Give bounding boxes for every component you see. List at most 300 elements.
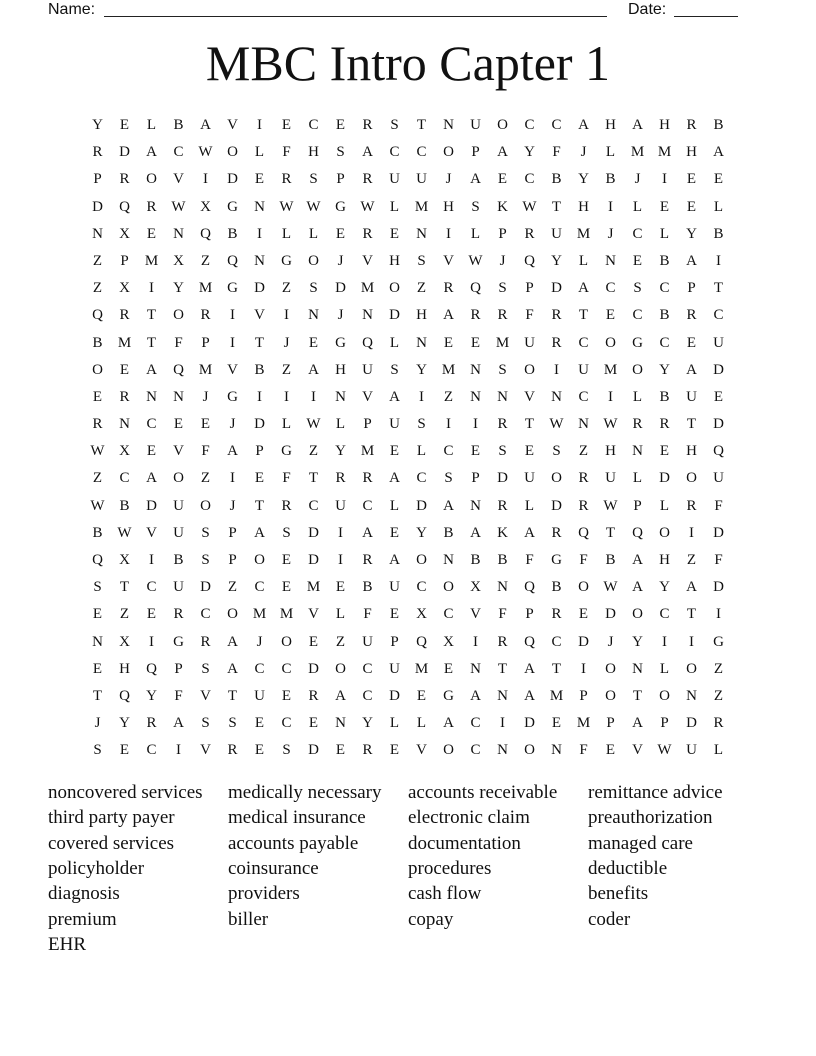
grid-letter: H [578, 198, 589, 215]
grid-letter: I [230, 334, 235, 351]
grid-letter: Z [713, 660, 724, 677]
grid-letter: Z [281, 361, 292, 378]
word-list-item: coinsurance [228, 857, 319, 879]
grid-letter: L [281, 225, 292, 242]
grid-letter: Q [92, 307, 103, 324]
word-list-item: coder [588, 908, 631, 930]
grid-letter: L [308, 225, 319, 242]
grid-letter: U [173, 524, 184, 541]
grid-letter: F [714, 497, 723, 514]
grid-letter: A [146, 470, 157, 487]
grid-letter: E [686, 198, 697, 215]
grid-row [84, 465, 732, 492]
grid-letter: Z [281, 280, 292, 297]
grid-letter: R [335, 470, 346, 487]
grid-letter: L [659, 660, 670, 677]
grid-letter: J [229, 497, 236, 514]
grid-letter: O [632, 361, 643, 378]
grid-letter: I [716, 252, 721, 269]
word-list-item: EHR [48, 933, 86, 955]
grid-letter: E [335, 579, 346, 596]
grid-row [84, 357, 732, 384]
grid-letter: B [254, 361, 265, 378]
grid-letter: I [500, 715, 505, 732]
grid-letter: E [92, 606, 103, 623]
grid-letter: W [603, 579, 618, 596]
grid-letter: F [552, 144, 561, 161]
grid-row [84, 683, 732, 710]
grid-letter: Q [632, 524, 643, 541]
grid-letter: M [198, 280, 213, 297]
grid-letter: U [578, 361, 589, 378]
grid-letter: S [633, 280, 642, 297]
grid-letter: F [282, 144, 291, 161]
grid-letter: N [254, 198, 265, 215]
grid-letter: N [470, 497, 481, 514]
grid-letter: N [578, 416, 589, 433]
grid-letter: F [579, 552, 588, 568]
grid-letter: Y [524, 144, 535, 161]
grid-letter: I [662, 171, 667, 188]
grid-letter: R [524, 225, 535, 242]
grid-letter: Q [119, 687, 130, 704]
grid-letter: E [173, 416, 184, 433]
word-list-item: accounts receivable [408, 782, 558, 803]
grid-row [84, 112, 732, 139]
grid-letter: I [149, 633, 154, 650]
grid-row [84, 656, 732, 683]
grid-letter: R [551, 307, 562, 324]
grid-letter: E [335, 117, 346, 133]
grid-letter: O [605, 334, 616, 351]
grid-row [84, 438, 732, 465]
grid-letter: I [608, 198, 613, 215]
grid-letter: Q [524, 252, 535, 269]
grid-letter: R [146, 715, 157, 732]
grid-letter: S [309, 280, 318, 297]
grid-letter: A [308, 361, 319, 378]
grid-letter: C [524, 171, 535, 188]
grid-letter: A [686, 252, 697, 269]
grid-letter: E [659, 443, 670, 460]
grid-letter: B [362, 579, 373, 596]
grid-letter: T [524, 416, 535, 433]
grid-letter: L [335, 416, 346, 433]
grid-letter: G [227, 388, 238, 405]
grid-letter: N [416, 225, 427, 242]
grid-letter: M [603, 361, 618, 378]
grid-letter: U [524, 470, 535, 487]
grid-letter: N [632, 660, 643, 677]
grid-letter: I [338, 552, 343, 568]
grid-letter: V [362, 252, 373, 269]
grid-letter: D [227, 171, 238, 188]
grid-letter: A [524, 687, 535, 704]
grid-letter: R [92, 144, 103, 161]
grid-letter: C [308, 497, 319, 514]
grid-letter: A [470, 524, 481, 541]
grid-letter: R [470, 307, 481, 324]
grid-letter: X [443, 633, 454, 650]
word-list-item: documentation [408, 832, 521, 854]
grid-letter: X [119, 225, 130, 242]
grid-letter: E [389, 606, 400, 623]
grid-letter: T [308, 470, 319, 487]
grid-letter: T [92, 687, 103, 704]
grid-letter: A [254, 524, 265, 541]
grid-letter: D [524, 715, 535, 732]
grid-letter: R [362, 552, 373, 568]
grid-letter: R [713, 715, 724, 732]
grid-letter: V [254, 307, 265, 324]
grid-letter: L [659, 225, 670, 242]
grid-letter: S [201, 552, 210, 568]
grid-letter: P [228, 552, 237, 568]
grid-letter: U [713, 334, 724, 351]
grid-letter: C [389, 144, 400, 161]
grid-letter: H [416, 307, 427, 324]
grid-letter: A [227, 660, 238, 677]
grid-letter: M [495, 334, 510, 351]
grid-letter: T [686, 606, 697, 623]
grid-letter: U [389, 171, 400, 188]
word-list-item: electronic claim [408, 807, 530, 829]
grid-letter: Q [200, 225, 211, 242]
grid-letter: F [174, 687, 183, 704]
grid-letter: W [306, 416, 321, 433]
grid-letter: A [443, 307, 454, 324]
grid-letter: L [389, 198, 400, 215]
grid-letter: Y [173, 280, 184, 297]
grid-letter: P [201, 334, 210, 351]
grid-letter: Z [335, 633, 346, 650]
grid-letter: G [335, 334, 346, 351]
grid-letter: Y [146, 687, 157, 704]
grid-letter: R [119, 307, 130, 324]
grid-letter: Z [578, 443, 589, 460]
grid-letter: S [417, 416, 426, 433]
grid-letter: A [443, 715, 454, 732]
grid-letter: S [471, 198, 480, 215]
grid-letter: J [634, 171, 641, 188]
grid-letter: I [716, 606, 721, 623]
grid-letter: E [281, 579, 292, 596]
grid-letter: S [93, 742, 102, 759]
grid-letter: P [363, 416, 372, 433]
grid-letter: M [306, 579, 321, 596]
grid-letter: U [470, 117, 481, 133]
grid-letter: P [579, 687, 588, 704]
grid-letter: P [255, 443, 264, 460]
grid-letter: E [119, 742, 130, 759]
grid-letter: I [662, 633, 667, 650]
grid-letter: D [335, 280, 346, 297]
word-list-item: noncovered services [48, 782, 203, 803]
grid-letter: N [497, 742, 508, 759]
grid-letter: Z [92, 280, 103, 297]
grid-letter: G [227, 198, 238, 215]
grid-letter: C [605, 280, 616, 297]
grid-letter: Z [227, 579, 238, 596]
grid-letter: J [94, 715, 101, 732]
grid-letter: R [686, 497, 697, 514]
grid-letter: N [416, 334, 427, 351]
grid-letter: L [524, 497, 535, 514]
grid-letter: M [252, 606, 267, 623]
grid-letter: A [227, 443, 238, 460]
word-list-item: preauthorization [588, 807, 713, 829]
grid-letter: O [173, 470, 184, 487]
grid-letter: T [605, 524, 616, 541]
grid-letter: Y [362, 715, 373, 732]
grid-letter: L [632, 388, 643, 405]
page-title: MBC Intro Capter 1 [205, 35, 611, 91]
grid-letter: O [605, 660, 616, 677]
word-list-item: copay [408, 908, 454, 930]
grid-letter: B [92, 524, 103, 541]
grid-letter: D [551, 280, 562, 297]
grid-letter: S [336, 144, 345, 161]
grid-letter: E [92, 388, 103, 405]
grid-letter: I [230, 470, 235, 487]
grid-letter: R [200, 307, 211, 324]
grid-letter: O [146, 171, 157, 188]
grid-letter: Y [578, 171, 589, 188]
grid-letter: M [414, 198, 429, 215]
grid-letter: L [605, 144, 616, 161]
grid-letter: A [470, 687, 481, 704]
grid-letter: H [659, 552, 670, 568]
grid-letter: M [549, 687, 564, 704]
grid-row [84, 520, 732, 547]
grid-row [84, 302, 732, 329]
grid-letter: Z [443, 388, 454, 405]
grid-letter: U [389, 416, 400, 433]
grid-letter: S [309, 171, 318, 188]
grid-letter: A [200, 117, 211, 133]
grid-letter: U [362, 361, 373, 378]
grid-letter: E [254, 171, 265, 188]
grid-letter: J [445, 171, 452, 188]
grid-letter: Z [713, 687, 724, 704]
grid-letter: X [200, 198, 211, 215]
grid-letter: C [470, 742, 481, 759]
grid-letter: E [389, 524, 400, 541]
grid-letter: R [497, 307, 508, 324]
word-list-item: managed care [588, 832, 693, 854]
grid-letter: O [443, 742, 454, 759]
letter-grid [84, 112, 732, 765]
grid-letter: P [606, 715, 615, 732]
grid-letter: A [632, 552, 643, 568]
grid-letter: F [282, 470, 291, 487]
grid-letter: J [580, 144, 587, 161]
word-list-item: third party payer [48, 807, 175, 829]
grid-letter: F [201, 443, 210, 460]
grid-letter: E [92, 660, 103, 677]
grid-letter: R [362, 470, 373, 487]
grid-letter: W [90, 497, 105, 514]
grid-letter: Z [686, 552, 697, 568]
grid-letter: L [416, 443, 427, 460]
grid-letter: C [659, 280, 670, 297]
grid-letter: A [443, 497, 454, 514]
grid-letter: D [605, 606, 616, 623]
grid-letter: I [284, 388, 289, 405]
grid-letter: I [689, 524, 694, 541]
grid-letter: Q [92, 552, 103, 568]
grid-letter: V [200, 687, 211, 704]
grid-letter: D [551, 497, 562, 514]
grid-letter: A [578, 117, 589, 133]
grid-letter: E [443, 334, 454, 351]
grid-letter: L [470, 225, 481, 242]
grid-letter: U [254, 687, 265, 704]
grid-letter: M [414, 660, 429, 677]
word-list-item: remittance advice [588, 782, 723, 803]
grid-letter: J [607, 633, 614, 650]
grid-letter: I [284, 307, 289, 324]
grid-letter: D [119, 144, 130, 161]
grid-letter: D [686, 715, 697, 732]
grid-letter: E [686, 334, 697, 351]
grid-letter: U [713, 470, 724, 487]
grid-letter: I [446, 416, 451, 433]
grid-letter: I [689, 633, 694, 650]
grid-letter: F [714, 552, 723, 568]
grid-letter: N [605, 252, 616, 269]
grid-letter: M [279, 606, 294, 623]
grid-letter: S [444, 470, 453, 487]
grid-letter: E [119, 361, 130, 378]
grid-letter: O [389, 280, 400, 297]
grid-letter: W [171, 198, 186, 215]
grid-letter: F [498, 606, 507, 623]
grid-letter: T [686, 416, 697, 433]
grid-letter: B [605, 171, 616, 188]
grid-letter: H [443, 198, 454, 215]
grid-letter: B [227, 225, 238, 242]
word-list-item: premium [48, 908, 117, 930]
word-list-item: benefits [588, 883, 649, 905]
grid-letter: N [119, 416, 130, 433]
grid-letter: H [605, 443, 616, 460]
grid-letter: E [524, 443, 535, 460]
grid-row [84, 547, 732, 574]
grid-letter: R [443, 280, 454, 297]
grid-letter: M [576, 225, 591, 242]
grid-letter: A [524, 660, 535, 677]
grid-letter: C [281, 660, 292, 677]
grid-letter: E [146, 443, 157, 460]
grid-letter: Q [227, 252, 238, 269]
grid-letter: E [335, 742, 346, 759]
grid-letter: C [173, 144, 184, 161]
grid-letter: I [149, 552, 154, 568]
grid-letter: E [308, 334, 319, 351]
grid-letter: A [146, 361, 157, 378]
grid-letter: I [338, 524, 343, 541]
grid-letter: G [632, 334, 643, 351]
grid-letter: N [470, 660, 481, 677]
grid-letter: R [659, 416, 670, 433]
grid-letter: A [686, 361, 697, 378]
grid-row [84, 248, 732, 275]
grid-letter: E [308, 715, 319, 732]
grid-letter: O [281, 633, 292, 650]
grid-letter: H [389, 252, 400, 269]
grid-letter: E [713, 171, 724, 188]
grid-letter: G [227, 280, 238, 297]
grid-letter: R [119, 388, 130, 405]
grid-letter: N [173, 225, 184, 242]
grid-letter: N [632, 443, 643, 460]
grid-letter: D [659, 470, 670, 487]
word-list-item: medically necessary [228, 782, 382, 803]
grid-letter: L [335, 606, 346, 623]
grid-letter: E [200, 416, 211, 433]
grid-letter: B [713, 117, 724, 133]
grid-letter: X [119, 552, 130, 568]
grid-letter: O [551, 470, 562, 487]
grid-letter: N [497, 579, 508, 596]
grid-letter: M [198, 361, 213, 378]
grid-letter: O [92, 361, 103, 378]
grid-letter: C [146, 742, 157, 759]
grid-letter: P [633, 497, 642, 514]
grid-letter: E [470, 334, 481, 351]
grid-letter: O [497, 117, 508, 133]
grid-letter: Q [119, 198, 130, 215]
grid-letter: Y [119, 715, 130, 732]
grid-letter: V [470, 606, 481, 623]
grid-letter: D [578, 633, 589, 650]
grid-letter: N [173, 388, 184, 405]
grid-letter: A [389, 388, 400, 405]
grid-letter: S [201, 715, 210, 732]
grid-letter: V [173, 443, 184, 460]
grid-letter: D [497, 470, 508, 487]
grid-letter: D [713, 524, 724, 541]
grid-letter: E [416, 687, 427, 704]
grid-letter: N [308, 307, 319, 324]
grid-letter: D [92, 198, 103, 215]
grid-letter: C [713, 307, 724, 324]
grid-letter: C [200, 606, 211, 623]
grid-letter: W [522, 198, 537, 215]
grid-letter: I [446, 225, 451, 242]
grid-letter: V [362, 388, 373, 405]
grid-letter: I [419, 388, 424, 405]
grid-row [84, 629, 732, 656]
grid-letter: X [119, 443, 130, 460]
grid-letter: A [389, 552, 400, 568]
grid-letter: C [578, 334, 589, 351]
grid-letter: N [335, 388, 346, 405]
grid-letter: R [281, 497, 292, 514]
grid-letter: Z [416, 280, 427, 297]
grid-letter: R [281, 171, 292, 188]
grid-letter: U [686, 388, 697, 405]
grid-letter: R [497, 497, 508, 514]
grid-letter: E [578, 606, 589, 623]
grid-letter: E [254, 470, 265, 487]
grid-letter: V [308, 606, 319, 623]
grid-letter: W [306, 198, 321, 215]
grid-letter: J [283, 334, 290, 351]
grid-letter: C [659, 334, 670, 351]
grid-letter: A [335, 687, 346, 704]
